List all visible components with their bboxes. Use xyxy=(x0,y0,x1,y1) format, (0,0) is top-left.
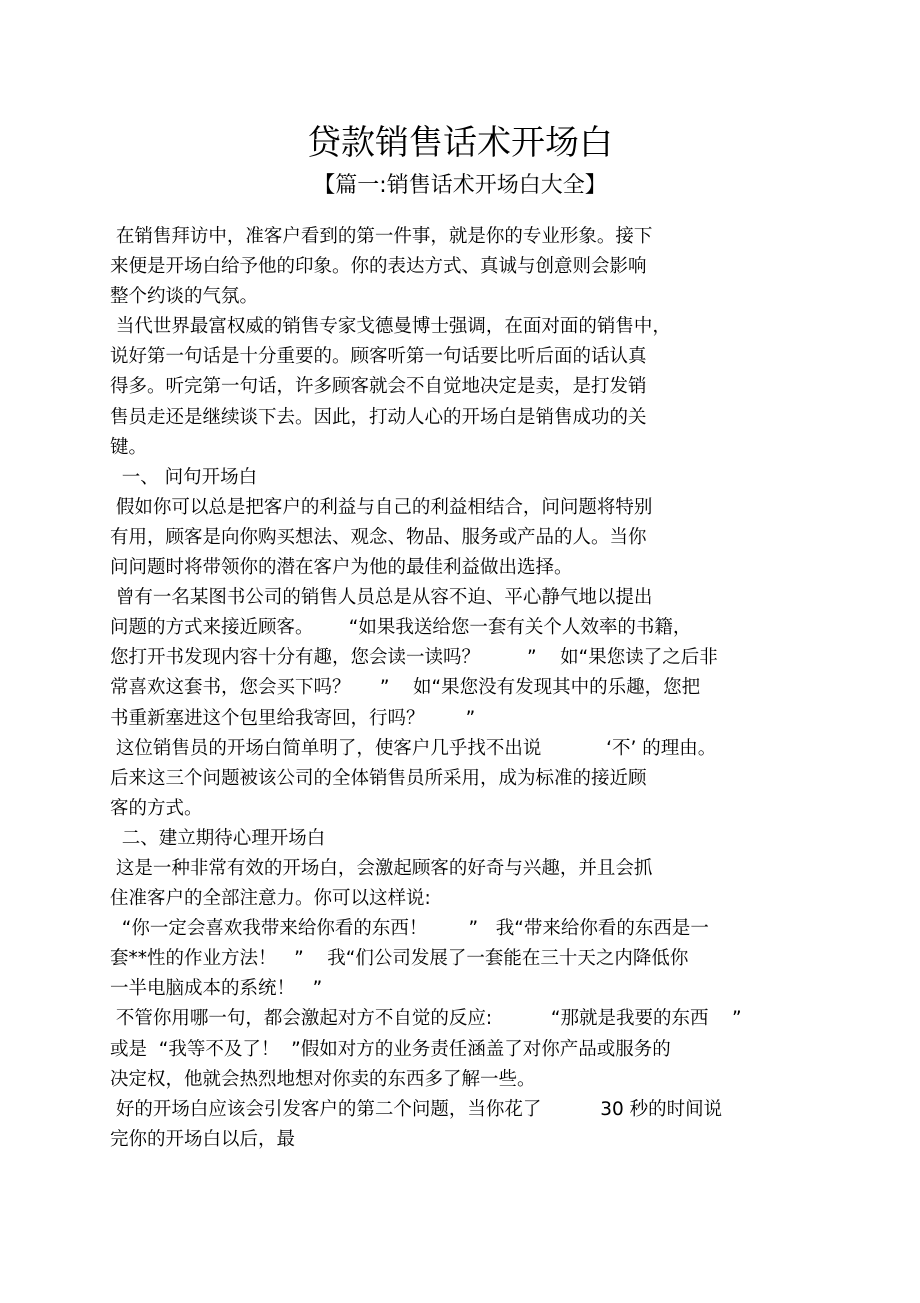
document-body xyxy=(110,222,800,1155)
paragraph-line: 这是一种非常有效的开场白，会激起顾客的好奇与兴趣，并且会抓 xyxy=(110,857,653,879)
paragraph-line: 住准客户的全部注意力。你可以这样说: xyxy=(110,888,431,910)
paragraph-line: 假如你可以总是把客户的利益与自己的利益相结合，问问题将特别 xyxy=(110,496,653,518)
paragraph-line: 您打开书发现内容十分有趣，您会读一读吗？ ” 如“果您读了之后非 xyxy=(110,647,718,669)
document-title: 贷款销售话术开场白 xyxy=(307,123,613,163)
paragraph-line: 套**性的作业方法！ ” 我“们公司发展了一套能在三十天之内降低你 xyxy=(110,948,689,970)
paragraph-line: 不管你用哪一句，都会激起对方不自觉的反应: “那就是我要的东西 ” xyxy=(110,1008,742,1030)
paragraph-line: 一半电脑成本的系统！ ” xyxy=(110,978,323,1000)
paragraph-line: 书重新塞进这个包里给我寄回，行吗？ ” xyxy=(110,707,476,729)
paragraph-line: 完你的开场白以后，最 xyxy=(110,1128,296,1150)
paragraph-line: 在销售拜访中，准客户看到的第一件事，就是你的专业形象。接下 xyxy=(110,226,653,247)
section-heading: 二、建立期待心理开场白 xyxy=(110,827,326,849)
paragraph-line: 客的方式。 xyxy=(110,797,203,819)
paragraph-line: 键。 xyxy=(110,436,148,458)
paragraph-line: 后来这三个问题被该公司的全体销售员所采用，成为标准的接近顾 xyxy=(110,767,647,789)
paragraph-line: 得多。听完第一句话，许多顾客就会不自觉地决定是卖，是打发销 xyxy=(110,376,647,398)
document-subtitle: 【篇一:销售话术开场白大全】 xyxy=(313,173,607,198)
paragraph-line: 有用，顾客是向你购买想法、观念、物品、服务或产品的人。当你 xyxy=(110,526,647,548)
paragraph-line: “你一定会喜欢我带来给你看的东西！ ” 我“带来给你看的东西是一 xyxy=(110,918,709,940)
paragraph-line: 当代世界最富权威的销售专家戈德曼博士强调，在面对面的销售中， xyxy=(110,316,671,338)
paragraph-line: 常喜欢这套书，您会买下吗？ ” 如“果您没有发现其中的乐趣，您把 xyxy=(110,677,701,699)
paragraph-line: 整个约谈的气氛。 xyxy=(110,286,259,308)
paragraph-line: 说好第一句话是十分重要的。顾客听第一句话要比听后面的话认真 xyxy=(110,346,647,368)
paragraph-line: 问问题时将带领你的潜在客户为他的最佳利益做出选择。 xyxy=(110,557,573,579)
paragraph-line: 来便是开场白给予他的印象。你的表达方式、真诚与创意则会影响 xyxy=(110,256,647,278)
section-heading: 一、 问句开场白 xyxy=(110,466,258,488)
paragraph-line: 决定权，他就会热烈地想对你卖的东西多了解一些。 xyxy=(110,1068,536,1090)
paragraph-line: 或是 “我等不及了！ ”假如对方的业务责任涵盖了对你产品或服务的 xyxy=(110,1038,671,1060)
paragraph-line: 这位销售员的开场白简单明了，使客户几乎找不出说 ‘不’ 的理由。 xyxy=(110,737,717,759)
paragraph-line: 曾有一名某图书公司的销售人员总是从容不迫、平心静气地以提出 xyxy=(110,587,653,609)
paragraph-line: 问题的方式来接近顾客。 “如果我送给您一套有关个人效率的书籍， xyxy=(110,617,692,639)
paragraph-line: 好的开场白应该会引发客户的第二个问题，当你花了 30 秒的时间说 xyxy=(110,1098,723,1120)
paragraph-line: 售员走还是继续谈下去。因此，打动人心的开场白是销售成功的关 xyxy=(110,406,647,428)
